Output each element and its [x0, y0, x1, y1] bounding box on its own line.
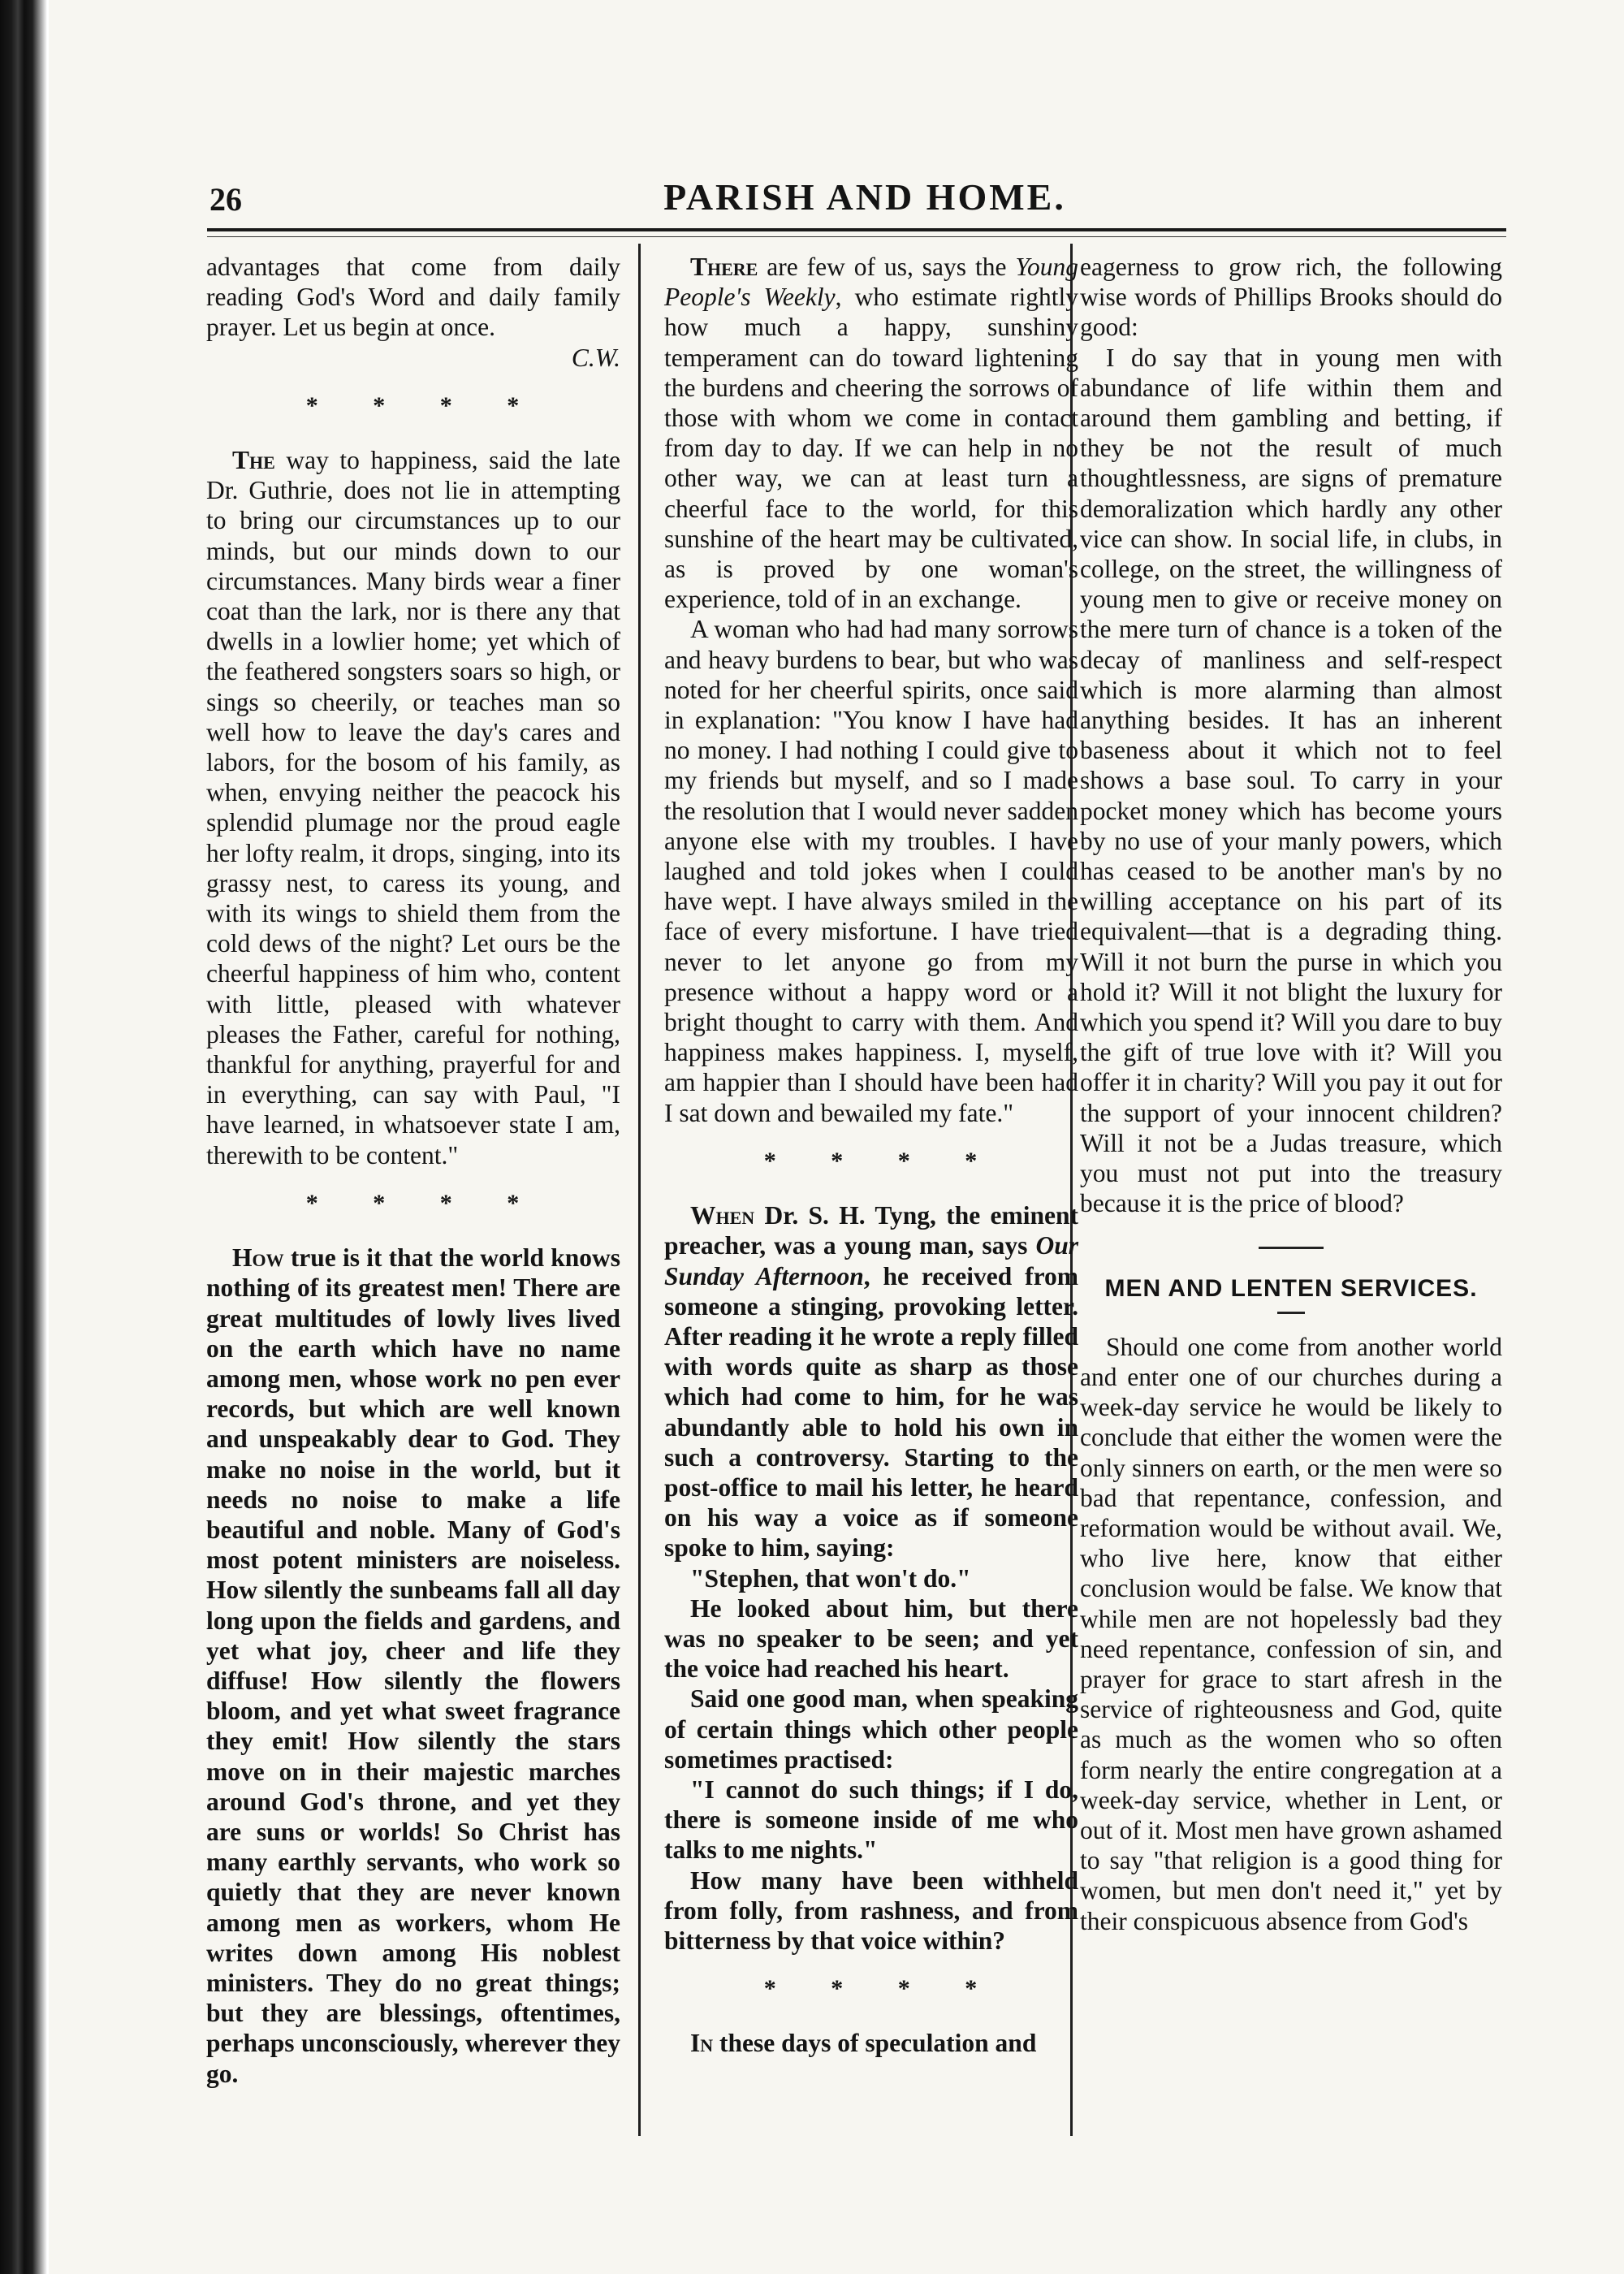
paragraph-sunshine	[664, 252, 1078, 614]
paragraph-brooks: I do say that in young men with abundance of life within them and around them gambling and betting, if they be not the result of much thoughtlessness, are signs of premature demoralization which hardly any other vice can show. In social life, in clubs, in college, on the street, the willingness of young men to give or receive money on the mere turn of chance is a token of the decay of manliness and self-respect which is more alarming than almost anything besides. It has an inherent baseness about it which not to feel shows a base soul. To carry in your pocket money which has become yours by no use of your manly powers, which has ceased to be another man's by no willing acceptance on his part of its equivalent—that is a degrading thing. Will it not burn the purse in which you hold it? Will it not blight the luxury for which you spend it? Will you dare to buy the gift of true love with it? Will you offer it in charity? Will you pay it out for the support of your innocent children? Will it not be a Judas treasure, which you must not put into the treasury because it is the price of blood?	[1080, 343, 1502, 1218]
paragraph-text: are few of us, says the	[758, 253, 1016, 281]
column-1	[206, 252, 620, 2089]
paragraph-happiness	[206, 445, 620, 1170]
book-binding-edge	[0, 0, 49, 2274]
section-separator: * * * *	[305, 391, 521, 419]
paragraph-text: Dr. S. H. Tyng, the eminent preacher, was a young man, says	[664, 1201, 1078, 1260]
heading-dash	[1277, 1312, 1305, 1314]
paragraph-looked: He looked about him, but there was no speaker to be seen; and yet the voice had reached his heart.	[664, 1593, 1078, 1684]
quote-stephen: "Stephen, that won't do."	[690, 1563, 971, 1593]
column-3	[1080, 252, 1502, 1936]
column-divider-1	[638, 244, 641, 2136]
paragraph-text: , he received from someone a stinging, provoking letter. After reading it he wrote a reply filled with words quite as sharp as those which had come to him, for he was abundantly able to hold his own in such a controversy. Starting to the post-office to mail his letter, he heard on his way a voice as if someone spoke to him, saying:	[664, 1261, 1078, 1563]
lead-word: How	[232, 1243, 284, 1273]
header-rule-thin	[207, 236, 1506, 237]
paragraph-continued: advantages that come from daily reading God's Word and daily family prayer. Let us begin at once.	[206, 253, 620, 342]
section-separator: * * * *	[763, 1975, 979, 2003]
section-rule	[1259, 1247, 1324, 1249]
header-rule-thick	[207, 228, 1506, 231]
paragraph-text: true is it that the world knows nothing of its greatest men! There are great multitudes of lowly lives lived on the earth which have no name among men, whose work no pen ever records, but which are well known and unspeakably dear to God. They make no noise in the world, but it needs no noise to make a life beautiful and noble. Many of God's most potent ministers are noiseless. How silently the sunbeams fall all day long upon the fields and gardens, and yet what joy, cheer and life they diffuse! How silently the flowers bloom, and yet what sweet fragrance they emit! How silently the stars move on in their majestic marches around God's throne, and yet they are suns or worlds! So Christ has many earthly servants, who work so quietly that they are never known among men as workers, whom He writes down among His noblest ministers. They do no great things; but they are blessings, oftentimes, perhaps unconsciously, wherever they go.	[206, 1243, 620, 2088]
paragraph-withheld: How many have been withheld from folly, from rashness, and from bitterness by that voice within?	[664, 1865, 1078, 1955]
paragraph-text: , who estimate rightly how much a happy, sunshiny temperament can do toward lightening the burdens and cheering the sorrows of those with whom we come in contact from day to day. If we can help in no other way, we can at least turn a cheerful face to the world, for this sunshine of the heart may be cultivated, as is proved by one woman's experience, told of in an exchange.	[664, 283, 1078, 614]
lead-word: There	[690, 253, 758, 281]
signature: C.W.	[571, 343, 620, 372]
column-2	[664, 252, 1078, 2059]
paragraph-greatest-men	[206, 1243, 620, 2089]
paragraph-good-man: Said one good man, when speaking of certain things which other people sometimes practised:	[664, 1684, 1078, 1774]
quote-nights: "I cannot do such things; if I do, there is someone inside of me who talks to me nights."	[664, 1775, 1078, 1865]
paragraph-text: these days of speculation and	[713, 2029, 1037, 2058]
lead-word: In	[690, 2029, 714, 2058]
page-number: 26	[209, 181, 242, 218]
source-title: Our Sunday Afternoon	[664, 1231, 1078, 1290]
paragraph-lenten: Should one come from another world and enter one of our churches during a week-day service he would be likely to conclude that either the women were the only sinners on earth, or the men were so bad that repentance, confession, and reformation would be without avail. We, who live here, know that either conclusion would be false. We know that while men are not hopelessly bad they need repentance, confession of sin, and prayer for grace to start afresh in the service of righteousness and God, quite as much as the women who so often form nearly the entire congregation at a week-day service, whether in Lent, or out of it. Most men have grown ashamed to say "that religion is a good thing for women, but men don't need it," yet by their conspicuous absence from God's	[1080, 1332, 1502, 1935]
lead-word: The	[232, 446, 275, 475]
page-title: PARISH AND HOME.	[663, 176, 1066, 218]
paragraph-woman: A woman who had had many sorrows and heavy burdens to bear, but who was noted for her cheerful spirits, once said in explanation: "You know I have had no money. I had nothing I could give to my friends but myself, and so I made the resolution that I would never sadden anyone else with my troubles. I have laughed and told jokes when I could have wept. I have always smiled in the face of every misfortune. I have tried never to let anyone go from my presence without a happy word or a bright thought to carry with them. And happiness makes happiness. I, myself, am happier than I should have been had I sat down and bewailed my fate."	[664, 615, 1078, 1127]
paragraph-speculation	[664, 2028, 1078, 2058]
paragraph-text: way to happiness, said the late Dr. Guthrie, does not lie in attempting to bring our circumstances up to our minds, but our minds down to our circumstances. Many birds wear a finer coat than the lark, nor is there any that dwells in a lowlier home; yet which of the feathered songsters soars so high, or sings so cheerily, or teaches man so well how to leave the day's cares and labors, for the bosom of his family, as when, envying neither the peacock his splendid plumage nor the proud eagle her lofty realm, it drops, singing, into its grassy nest, to caress its young, and with its wings to shield them from the cold dews of the night? Let ours be the cheerful happiness of him who, content with little, pleased with whatever pleases the Father, careful for nothing, thankful for anything, prayerful for and in everything, can say with Paul, "I have learned, in whatsoever state I am, therewith to be content."	[206, 446, 620, 1169]
section-heading: MEN AND LENTEN SERVICES.	[1104, 1274, 1478, 1302]
paragraph-continued: eagerness to grow rich, the following wise words of Phillips Brooks should do good:	[1080, 253, 1502, 342]
paragraph-tyng	[664, 1200, 1078, 1563]
section-separator: * * * *	[305, 1189, 521, 1217]
lead-word: When	[690, 1201, 755, 1230]
source-title: Young People's Weekly	[664, 253, 1078, 312]
section-separator: * * * *	[763, 1147, 979, 1174]
